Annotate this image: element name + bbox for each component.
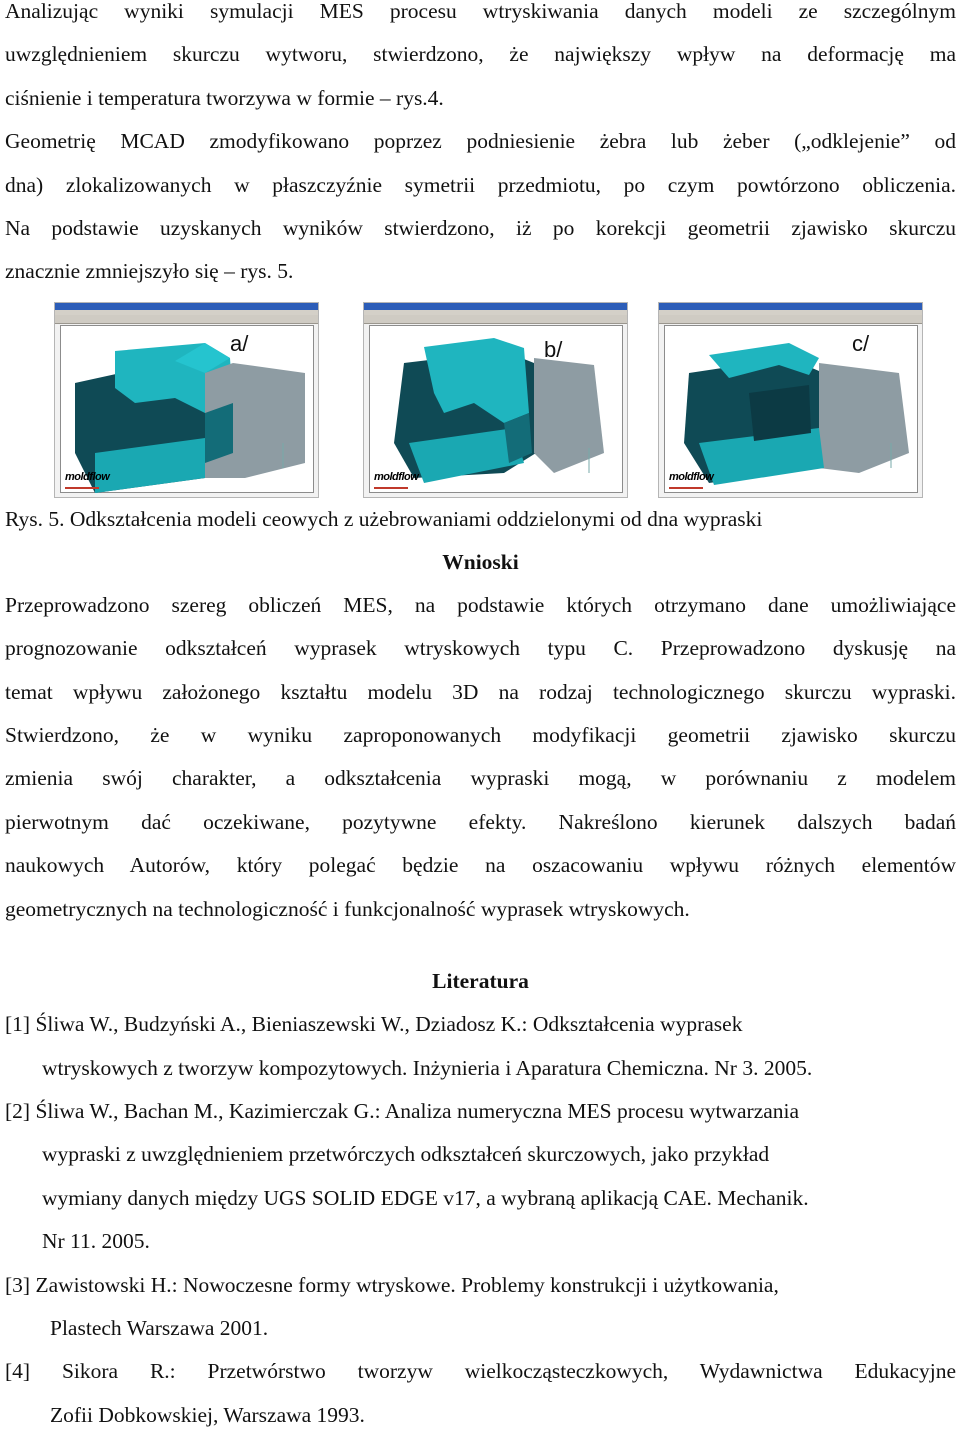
text-line: ciśnienie i temperatura tworzywa w formie – rys.4.	[5, 85, 444, 110]
text-line: dna) zlokalizowanych w płaszczyźnie symetrii przedmiotu, po czym powtórzono obliczenia.	[5, 172, 956, 197]
text-line: Na podstawie uzyskanych wyników stwierdzono, iż po korekcji geometrii zjawisko skurczu	[5, 216, 956, 241]
text-line: prognozowanie odkształceń wyprasek wtryskowych typu C. Przeprowadzono dyskusję na	[5, 636, 956, 661]
deformed-model-c	[659, 303, 922, 497]
page	[5, 0, 956, 1437]
intro-paragraph	[5, 0, 956, 294]
deformed-model-a	[55, 303, 318, 497]
reference-item	[5, 1264, 956, 1351]
reference-line: [3] Zawistowski H.: Nowoczesne formy wtryskowe. Problemy konstrukcji i użytkowania,	[5, 1272, 779, 1297]
conclusions-paragraph	[5, 584, 956, 931]
reference-line: [4] Sikora R.: Przetwórstwo tworzyw wielkocząsteczkowych, Wydawnictwa Edukacyjne	[5, 1359, 956, 1384]
text-line: zmienia swój charakter, a odkształcenia wypraski mogą, w porównaniu z modelem	[5, 766, 956, 791]
text-line: geometrycznych na technologiczność i funkcjonalność wyprasek wtryskowych.	[5, 896, 690, 921]
section-heading-conclusions: Wnioski	[442, 549, 519, 574]
figure-label: b/	[544, 336, 563, 362]
reference-line: wtryskowych z tworzyw kompozytowych. Inżynieria i Aparatura Chemiczna. Nr 3. 2005.	[42, 1055, 813, 1080]
reference-line: Plastech Warszawa 2001.	[50, 1315, 269, 1340]
logo-underline	[65, 487, 99, 489]
text-line: naukowych Autorów, który polegać będzie na oszacowaniu wpływu różnych elementów	[5, 853, 956, 878]
reference-line: [1] Śliwa W., Budzyński A., Bieniaszewski W., Dziadosz K.: Odkształcenia wyprasek	[5, 1012, 743, 1037]
moldflow-logo-icon: moldflow	[669, 470, 714, 483]
figure-row	[5, 302, 956, 504]
figure-panel-a	[54, 302, 319, 498]
text-line: pierwotnym dać oczekiwane, pozytywne efekty. Nakreślono kierunek dalszych badań	[5, 809, 956, 834]
reference-line: [2] Śliwa W., Bachan M., Kazimierczak G.: Analiza numeryczna MES procesu wytwarzania	[5, 1098, 800, 1123]
reference-line: wypraski z uwzględnieniem przetwórczych odkształceń skurczowych, jako przykład	[42, 1142, 770, 1167]
figure-panel-b	[363, 302, 628, 498]
text-line: Geometrię MCAD zmodyfikowano poprzez podniesienie żebra lub żeber („odklejenie” od	[5, 129, 956, 154]
figure-caption: Rys. 5. Odkształcenia modeli ceowych z użebrowaniami oddzielonymi od dna wypraski	[5, 506, 763, 531]
reference-item	[5, 1003, 956, 1090]
deformed-model-b	[364, 303, 627, 497]
figure-label: a/	[230, 330, 249, 356]
reference-item	[5, 1090, 956, 1264]
reference-line: Nr 11. 2005.	[42, 1229, 150, 1254]
reference-line: wymiany danych między UGS SOLID EDGE v17, a wybraną aplikacją CAE. Mechanik.	[42, 1185, 809, 1210]
moldflow-logo-icon: moldflow	[65, 470, 110, 483]
logo-underline	[669, 487, 703, 489]
section-heading-literature: Literatura	[432, 969, 529, 994]
reference-list	[5, 1003, 956, 1437]
text-line: Przeprowadzono szereg obliczeń MES, na podstawie których otrzymano dane umożliwiające	[5, 592, 956, 617]
figure-panel-c	[658, 302, 923, 498]
text-line: Stwierdzono, że w wyniku zaproponowanych modyfikacji geometrii zjawisko skurczu	[5, 723, 956, 748]
text-line: Analizując wyniki symulacji MES procesu wtryskiwania danych modeli ze szczególnym	[5, 0, 956, 23]
logo-underline	[374, 487, 408, 489]
moldflow-logo-icon: moldflow	[374, 470, 419, 483]
text-line: uwzględnieniem skurczu wytworu, stwierdzono, że największy wpływ na deformację ma	[5, 42, 956, 67]
figure-label: c/	[852, 330, 870, 356]
reference-line: Zofii Dobkowskiej, Warszawa 1993.	[50, 1402, 365, 1427]
text-line: znacznie zmniejszyło się – rys. 5.	[5, 259, 294, 284]
reference-item	[5, 1350, 956, 1437]
text-line: temat wpływu założonego kształtu modelu 3D na rodzaj technologicznego skurczu wypraski.	[5, 679, 956, 704]
